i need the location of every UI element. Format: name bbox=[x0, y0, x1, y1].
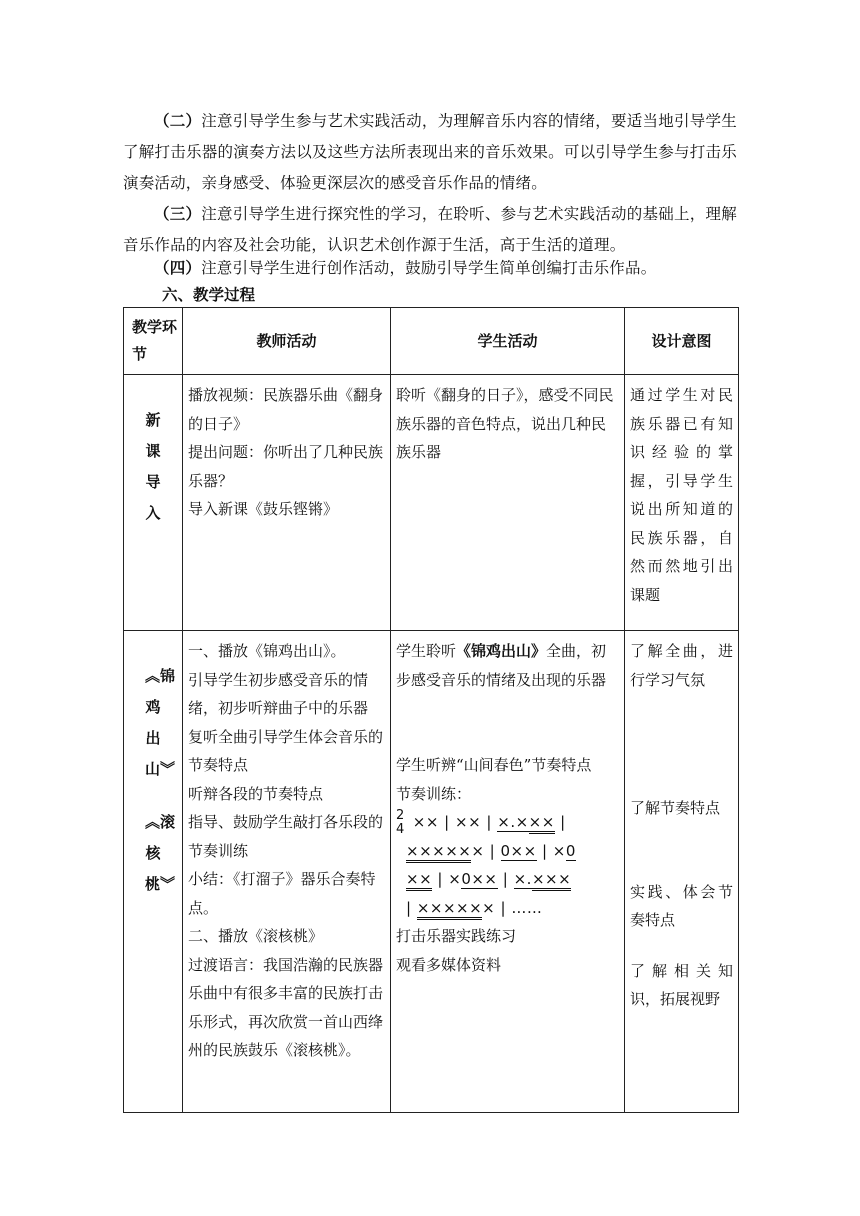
table-row-intro bbox=[124, 375, 739, 631]
paragraph-4-label: （四） bbox=[154, 259, 202, 277]
rhythm-4b: ××××× bbox=[417, 899, 482, 920]
rhythm-2e: 0 bbox=[565, 841, 576, 860]
teacher-pieces-line-4: 听辩各段的节奏特点 bbox=[188, 784, 324, 803]
rhythm-1b: × bbox=[497, 813, 511, 831]
rhythm-2d: | × bbox=[536, 841, 566, 860]
rhythm-3e: ×. bbox=[513, 870, 532, 888]
rhythm-1e: ×× bbox=[529, 813, 555, 834]
student-intro-b: 全曲，初步感受音乐的情绪及出现的乐器 bbox=[396, 642, 607, 689]
header-teacher: 教师活动 bbox=[183, 308, 391, 375]
teacher-pieces-line-6: 小结：《打溜子》器乐合奏特点。 bbox=[188, 870, 376, 917]
stage-intro-text: 新课导入 bbox=[145, 411, 161, 522]
paragraph-3-label: （三） bbox=[154, 205, 202, 223]
paragraph-3 bbox=[123, 199, 737, 261]
teacher-pieces-line-1: 一、播放《锦鸡出山》。 bbox=[188, 642, 346, 660]
paragraph-3-text: 注意引导学生进行探究性的学习，在聆听、参与艺术实践活动的基础上，理解音乐作品的内容及社会功能，认识艺术创作源于生活，高于生活的道理。 bbox=[123, 205, 737, 254]
teacher-intro-line-3: 导入新课《鼓乐铿锵》 bbox=[188, 500, 339, 518]
teacher-pieces-line-8: 过渡语言：我国浩瀚的民族器乐曲中有很多丰富的民族打击乐形式，再次欣赏一首山西绛州的民族鼓乐《滚核桃》。 bbox=[188, 955, 384, 1059]
teaching-process-table bbox=[123, 307, 739, 1113]
rhythm-3b: | × bbox=[432, 870, 462, 888]
student-pieces-line-5: 观看多媒体资料 bbox=[396, 955, 502, 974]
header-stage: 教学环节 bbox=[124, 308, 183, 375]
table-header-row bbox=[124, 308, 739, 375]
rhythm-line-4 bbox=[396, 894, 619, 923]
stage-pieces bbox=[124, 631, 183, 1113]
section-heading: 六、教学过程 bbox=[162, 286, 256, 304]
student-pieces-line-3: 节奏训练： bbox=[396, 784, 472, 803]
teacher-pieces-line-7: 二、播放《滚核桃》 bbox=[188, 927, 324, 945]
paragraph-2-text: 注意引导学生参与艺术实践活动，为理解音乐内容的情绪，要适当地引导学生了解打击乐器的演奏方法以及这些方法所表现出来的音乐效果。可以引导学生参与打击乐演奏活动，亲身感受、体验更深层次的感受音乐作品的情绪。 bbox=[123, 112, 737, 192]
intent-pieces-2: 了解节奏特点 bbox=[630, 799, 721, 817]
rhythm-1c: . bbox=[510, 813, 516, 831]
teacher-pieces-line-3: 复听全曲引导学生体会音乐的节奏特点 bbox=[188, 727, 384, 774]
teacher-intro-line-2: 提出问题：你听出了几种民族乐器？ bbox=[188, 443, 384, 490]
rhythm-4d: | …… bbox=[495, 898, 543, 917]
header-student: 学生活动 bbox=[391, 308, 625, 375]
intent-pieces-1: 了解全曲，进行学习气氛 bbox=[630, 642, 733, 689]
intent-pieces bbox=[625, 631, 739, 1113]
rhythm-line-2 bbox=[396, 837, 619, 866]
stage-jinji-text: ︽锦鸡出山︾ bbox=[145, 667, 176, 778]
student-pieces bbox=[391, 631, 625, 1113]
student-pieces-line-2: 学生听辨“山间春色”节奏特点 bbox=[396, 756, 592, 774]
intent-pieces-3: 实践、体会节奏特点 bbox=[630, 882, 733, 929]
student-pieces-line-4: 打击乐器实践练习 bbox=[396, 927, 517, 945]
teacher-intro-line-1: 播放视频：民族器乐曲《翻身的日子》 bbox=[188, 386, 384, 433]
rhythm-3f: ××× bbox=[532, 870, 571, 891]
stage-intro bbox=[124, 375, 183, 631]
rhythm-4c: × bbox=[482, 898, 496, 917]
teacher-pieces-line-2: 引导学生初步感受音乐的情绪，初步听辩曲子中的乐器 bbox=[188, 670, 369, 717]
intent-pieces-4: 了解相关知识，拓展视野 bbox=[630, 961, 733, 1008]
rhythm-line-1 bbox=[396, 808, 619, 837]
rhythm-line-3 bbox=[396, 865, 619, 894]
time-signature-top: 2 bbox=[396, 807, 405, 823]
student-piece-title: 《锦鸡出山》 bbox=[456, 642, 547, 660]
student-intro-a: 学生聆听 bbox=[396, 642, 457, 660]
rhythm-2c: 0×× bbox=[500, 841, 537, 860]
rhythm-4a: | bbox=[406, 898, 417, 917]
rhythm-3c: 0×× bbox=[461, 870, 498, 888]
paragraph-2 bbox=[123, 106, 737, 199]
teacher-pieces-line-5: 指导、鼓励学生敲打各乐段的节奏训练 bbox=[188, 813, 384, 860]
rhythm-1d: × bbox=[515, 813, 529, 831]
stage-gunhetao-text: ︽滚核桃︾ bbox=[145, 813, 176, 893]
header-intent: 设计意图 bbox=[625, 308, 739, 375]
student-intro: 聆听《翻身的日子》，感受不同民族乐器的音色特点，说出几种民族乐器 bbox=[391, 375, 625, 631]
rhythm-2a: ××××× bbox=[406, 842, 471, 863]
time-signature bbox=[396, 809, 405, 837]
rhythm-1f: | bbox=[554, 813, 566, 831]
intent-intro: 通过学生对民族乐器已有知识经验的掌握，引导学生说出所知道的民族乐器，自然而然地引出课题 bbox=[625, 375, 739, 631]
rhythm-3d: | bbox=[497, 870, 514, 888]
paragraph-2-label: （二） bbox=[154, 112, 202, 130]
rhythm-3a: ×× bbox=[406, 870, 432, 891]
paragraph-4 bbox=[123, 253, 737, 284]
teacher-pieces bbox=[183, 631, 391, 1113]
teacher-intro bbox=[183, 375, 391, 631]
paragraph-4-text: 注意引导学生进行创作活动，鼓励引导学生简单创编打击乐作品。 bbox=[201, 259, 657, 277]
time-signature-bottom: 4 bbox=[396, 821, 405, 837]
table-row-pieces bbox=[124, 631, 739, 1113]
rhythm-2b: × | bbox=[471, 841, 501, 860]
rhythm-1a: ×× | ×× | bbox=[412, 813, 498, 831]
student-pieces-line-1 bbox=[396, 637, 619, 694]
